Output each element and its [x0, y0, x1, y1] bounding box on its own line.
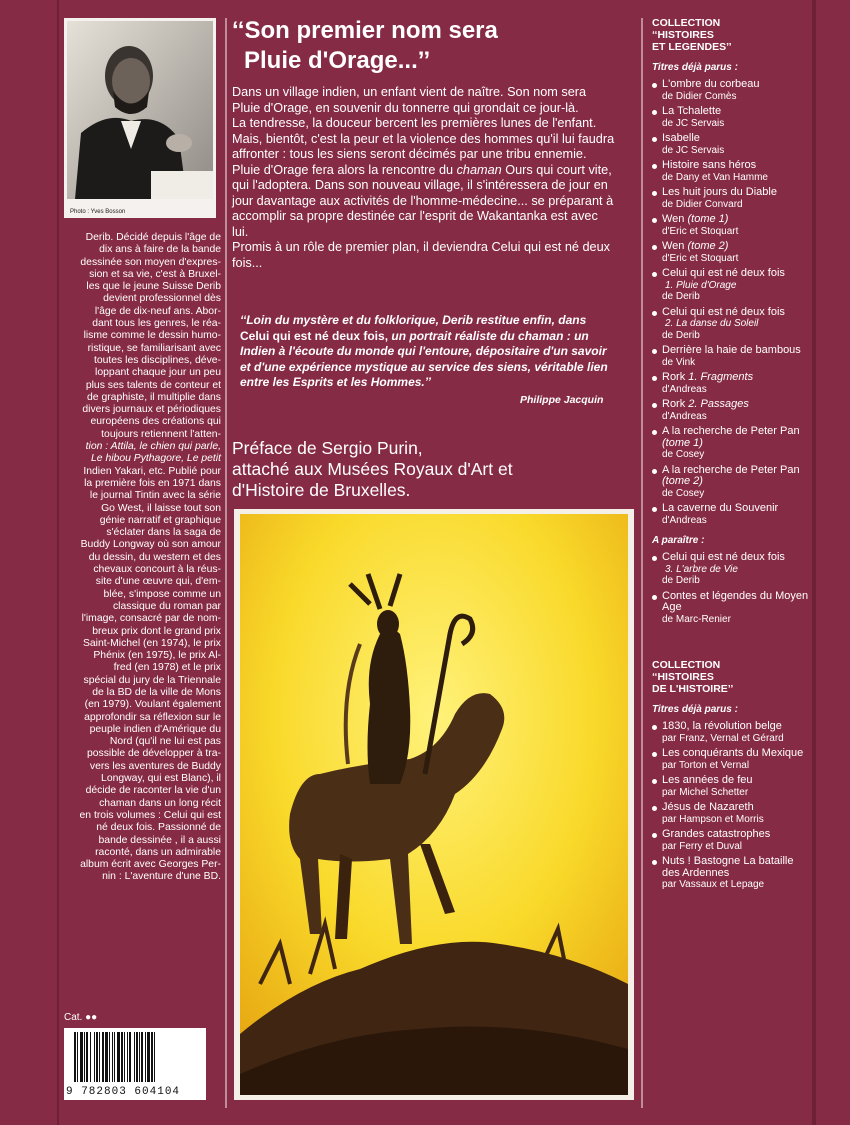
- bio-line: génie narratif et graphique: [99, 514, 221, 526]
- book-title: Rork: [662, 398, 686, 410]
- book-author: de Didier Convard: [662, 198, 743, 210]
- preface-line: Préface de Sergio Purin,: [232, 438, 423, 458]
- book-title-item: [652, 552, 812, 587]
- bio-line: de la BD de la ville de Mons: [92, 686, 221, 698]
- author-biography: [62, 232, 221, 884]
- summary-paragraph: Dans un village indien, un enfant vient de naître. Son nom sera Pluie d'Orage, en souvenir du tonnerre qui grondait ce jour-là.: [232, 85, 587, 115]
- book-title: Wen: [662, 240, 685, 252]
- book-title: A la recherche de Peter Pan: [662, 463, 800, 476]
- bio-line: dix ans à faire de la bande: [99, 244, 221, 256]
- book-author: par Franz, Vernal et Gérard: [662, 732, 784, 744]
- book-author: de Derib: [662, 291, 700, 302]
- summary-paragraph: Pluie d'Orage fera alors la rencontre du chaman Ours qui court vite, qui l'adoptera. Dans son nouveau village, il s'intéressera de jour en jour davantage aux activités de l'homme-médecine... se préparant à accomplir sa propre destinée car l'esprit de Wakantanka est avec lui.: [232, 162, 614, 239]
- bio-line: dessinée son moyen d'expres-: [80, 256, 221, 268]
- bio-line: approfondir sa réflexion sur le: [84, 711, 221, 723]
- book-author: par Michel Schetter: [662, 786, 749, 798]
- bio-line: Indien Yakari, etc. Publié pour: [83, 465, 221, 477]
- cover-illustration: [234, 509, 634, 1100]
- book-title: Celui qui est né deux fois: [662, 551, 785, 563]
- isbn-barcode: [64, 1028, 206, 1100]
- book-title-item: [652, 802, 812, 825]
- critic-quote: ‘‘Loin du mystère et du folklorique, Derib restitue enfin, dans Celui qui est né deux fois, un portrait réaliste du chaman : un Indien à l'écoute du monde qui l'entoure, dépositaire d'un savoir et d'une expérience mystique au service des siens, véritable lien entre les Esprits et les Hommes.’’: [240, 313, 608, 390]
- book-title: Histoire sans héros: [662, 159, 757, 171]
- author-photo: [64, 18, 216, 218]
- book-title: Les huit jours du Diable: [662, 186, 777, 198]
- preface-line: d'Histoire de Bruxelles.: [232, 480, 411, 500]
- bio-line: de graphiste, il multiplie dans: [87, 391, 221, 403]
- book-title: Grandes catastrophes: [662, 828, 771, 840]
- upcoming-titles-list: [652, 552, 812, 625]
- summary-paragraph: Promis à un rôle de premier plan, il deviendra Celui qui est né deux fois...: [232, 240, 611, 270]
- book-title-item: [652, 829, 812, 852]
- bio-line: tion : Attila, le chien qui parle,: [85, 441, 221, 453]
- bio-line: fred (en 1978) et le prix: [113, 662, 221, 674]
- book-title-item: [652, 503, 812, 526]
- bio-line: peuple indien d'Amérique du: [89, 723, 221, 735]
- book-title: La caverne du Souvenir: [662, 502, 779, 514]
- bio-line: sion et sa vie, c'est à Bruxel-: [89, 268, 221, 280]
- book-author: d'Andreas: [662, 383, 707, 395]
- upcoming-titles-label: A paraître :: [652, 535, 705, 546]
- bio-line: chaman dans un long récit: [99, 797, 221, 809]
- book-title-item: [652, 345, 812, 368]
- bio-line: devient professionnel dès: [103, 293, 221, 305]
- summary-paragraph: La tendresse, la douceur bercent les premières lunes de l'enfant. Mais, bientôt, c'est la peur et la violence des hommes qu'il lui faudra affronter : tous les siens seront décimés par une tribu ennemie.: [232, 116, 615, 161]
- bio-line: Go West, il laisse tout son: [101, 502, 221, 514]
- book-title-item: [652, 465, 812, 500]
- book-title-item: [652, 214, 812, 237]
- book-volume: (tome 1): [687, 213, 729, 225]
- horse-rider-illustration: [240, 514, 628, 1095]
- book-title-item: [652, 307, 812, 342]
- title-line-1: ‘‘Son premier nom sera: [232, 17, 498, 44]
- book-title: Isabelle: [662, 132, 700, 144]
- book-title: Jésus de Nazareth: [662, 801, 754, 813]
- book-title: Celui qui est né deux fois: [662, 267, 785, 279]
- book-title: L'ombre du corbeau: [662, 78, 760, 90]
- collection-heading: COLLECTION ‘‘HISTOIRES DE L'HISTOIRE’’: [652, 659, 734, 695]
- book-title-item: [652, 187, 812, 210]
- bio-line: blée, s'impose comme un: [103, 588, 221, 600]
- cover-border-left: [57, 0, 59, 1125]
- book-title: Celui qui est né deux fois: [662, 305, 785, 318]
- bio-line: du dessin, du western et des: [88, 551, 221, 563]
- bio-line: toujours retiennent l'atten-: [101, 428, 221, 440]
- book-volume: (tome 2): [687, 240, 729, 252]
- book-author: de Dany et Van Hamme: [662, 171, 768, 183]
- book-title: Derrière la haie de bambous: [662, 344, 801, 356]
- bio-line: l'image, consacré par de nom-: [81, 613, 221, 625]
- bio-line: loppant chaque jour un peu: [95, 367, 221, 379]
- bio-line: dant tous les genres, le réa-: [92, 318, 221, 330]
- book-title-item: [652, 721, 812, 744]
- bio-line: ristique, se familiarisant avec: [87, 342, 221, 354]
- book-title-item: [652, 268, 812, 303]
- book-author: d'Andreas: [662, 410, 707, 422]
- book-author: de Derib: [662, 575, 700, 586]
- bio-line: bande dessinée , il a aussi: [98, 834, 221, 846]
- bio-line: possible de développer à tra-: [86, 748, 221, 760]
- bio-line: chevaux concourt à la réus-: [93, 564, 221, 576]
- book-author: d'Eric et Stoquart: [662, 225, 739, 237]
- bio-line: la première fois en 1971 dans: [84, 477, 221, 489]
- book-author: de Didier Comès: [662, 90, 737, 102]
- bio-line: toutes les disciplines, déve-: [93, 354, 221, 366]
- bio-line: raconté, dans un admirable: [95, 846, 221, 858]
- bio-line: Phénix (en 1975), le prix Al-: [93, 650, 221, 662]
- book-author: d'Andreas: [662, 514, 707, 526]
- published-titles-list: [652, 721, 812, 891]
- book-title: Contes et légendes du Moyen Age: [662, 589, 809, 613]
- bio-line: album écrit avec Georges Per-: [80, 859, 221, 871]
- bio-line: en trois volumes : Celui qui est: [79, 809, 221, 821]
- book-author: par Ferry et Duval: [662, 840, 743, 852]
- published-titles-label: Titres déjà parus :: [652, 62, 738, 73]
- bio-line: lisme comme le dessin humo-: [83, 330, 221, 342]
- bio-line: Buddy Longway où son amour: [80, 539, 221, 551]
- bio-line: vers les aventures de Buddy: [89, 760, 221, 772]
- book-author: de Derib: [662, 329, 700, 341]
- bio-line: né deux fois. Passionné de: [96, 822, 221, 834]
- bio-line: (en 1979). Voulant également: [84, 699, 221, 711]
- back-cover-title: [232, 16, 602, 76]
- story-summary: [232, 85, 617, 271]
- bio-line: nin : L'aventure d'une BD.: [102, 871, 221, 883]
- bio-line: plus ses talents de conteur et: [85, 379, 221, 391]
- book-title-item: [652, 426, 812, 461]
- quote-author: Philippe Jacquin: [520, 394, 604, 406]
- book-title-item: [652, 856, 812, 891]
- book-author: de JC Servais: [662, 144, 725, 156]
- bio-line: Longway, qui est Blanc), il: [101, 773, 221, 785]
- preface-line: attaché aux Musées Royaux d'Art et: [232, 459, 513, 479]
- catalog-label: Cat. ●●: [64, 1012, 98, 1023]
- barcode-bar: [155, 1032, 157, 1082]
- photo-credit: Photo : Yves Bosson: [70, 209, 126, 215]
- book-volume: 3. L'arbre de Vie: [665, 563, 738, 575]
- book-title: Wen: [662, 213, 685, 225]
- cover-border-right: [812, 0, 816, 1125]
- book-title-item: [652, 591, 812, 626]
- bio-line: breux prix dont le grand prix: [92, 625, 221, 637]
- bio-line: classique du roman par: [112, 600, 221, 612]
- book-title-item: [652, 106, 812, 129]
- bio-line: européens des créations qui: [90, 416, 221, 428]
- book-title-item: [652, 133, 812, 156]
- bio-line: Saint-Michel (en 1974), le prix: [82, 637, 221, 649]
- title-line-2: Pluie d'Orage...’’: [244, 47, 431, 74]
- book-title-item: [652, 79, 812, 102]
- book-volume: (tome 1): [662, 436, 703, 449]
- bio-line: le journal Tintin avec la série: [89, 490, 221, 502]
- column-divider: [641, 18, 643, 1108]
- bio-line: Le hibou Pythagore, Le petit: [91, 453, 221, 465]
- published-titles-list: [652, 79, 812, 526]
- author-portrait-image: [67, 21, 213, 199]
- publisher-catalog: [652, 17, 812, 895]
- book-title-item: [652, 372, 812, 395]
- book-title: Les années de feu: [662, 774, 753, 786]
- book-author: de Cosey: [662, 487, 705, 499]
- book-author: par Torton et Vernal: [662, 759, 750, 771]
- book-title: La Tchalette: [662, 105, 722, 117]
- book-title-item: [652, 748, 812, 771]
- book-author: par Hampson et Morris: [662, 813, 764, 825]
- book-volume: 2. La danse du Soleil: [665, 318, 759, 329]
- preface-credit: [232, 438, 622, 501]
- book-title: Rork: [662, 371, 686, 383]
- book-author: par Vassaux et Lepage: [662, 879, 765, 890]
- column-divider: [225, 18, 227, 1108]
- book-title-item: [652, 160, 812, 183]
- book-title-item: [652, 775, 812, 798]
- book-title-item: [652, 241, 812, 264]
- bio-line: les que le jeune Suisse Derib: [86, 281, 221, 293]
- bio-line: l'âge de dix-neuf ans. Abor-: [94, 305, 221, 317]
- book-volume: 1. Fragments: [688, 371, 754, 383]
- book-volume: (tome 2): [662, 475, 703, 487]
- book-volume: 1. Pluie d'Orage: [665, 279, 737, 291]
- book-author: de Cosey: [662, 449, 705, 460]
- barcode-number: 9 782803 604104: [66, 1086, 181, 1098]
- bio-line: Nord (qu'il ne lui est pas: [109, 736, 221, 748]
- book-volume: 2. Passages: [688, 398, 749, 410]
- book-title: A la recherche de Peter Pan: [662, 425, 800, 437]
- bio-line: spécial du jury de la Triennale: [83, 674, 221, 686]
- book-title: Les conquérants du Mexique: [662, 747, 804, 759]
- bio-line: divers journaux et périodiques: [82, 404, 221, 416]
- barcode-bars: [74, 1032, 198, 1082]
- book-author: de JC Servais: [662, 117, 725, 129]
- bio-line: Derib. Décidé depuis l'âge de: [85, 232, 221, 243]
- book-title: 1830, la révolution belge: [662, 720, 782, 732]
- book-author: de Vink: [662, 356, 696, 368]
- book-title: Nuts ! Bastogne La bataille des Ardennes: [662, 855, 794, 879]
- collection-heading: COLLECTION ‘‘HISTOIRES ET LEGENDES’’: [652, 17, 732, 53]
- bio-line: s'éclater dans la saga de: [106, 527, 221, 539]
- book-title-item: [652, 399, 812, 422]
- book-author: de Marc-Renier: [662, 613, 731, 625]
- book-author: d'Eric et Stoquart: [662, 252, 739, 264]
- bio-line: décide de raconter la vie d'un: [85, 785, 221, 797]
- bio-line: site d'une œuvre qui, d'em-: [95, 576, 221, 588]
- published-titles-label: Titres déjà parus :: [652, 704, 738, 715]
